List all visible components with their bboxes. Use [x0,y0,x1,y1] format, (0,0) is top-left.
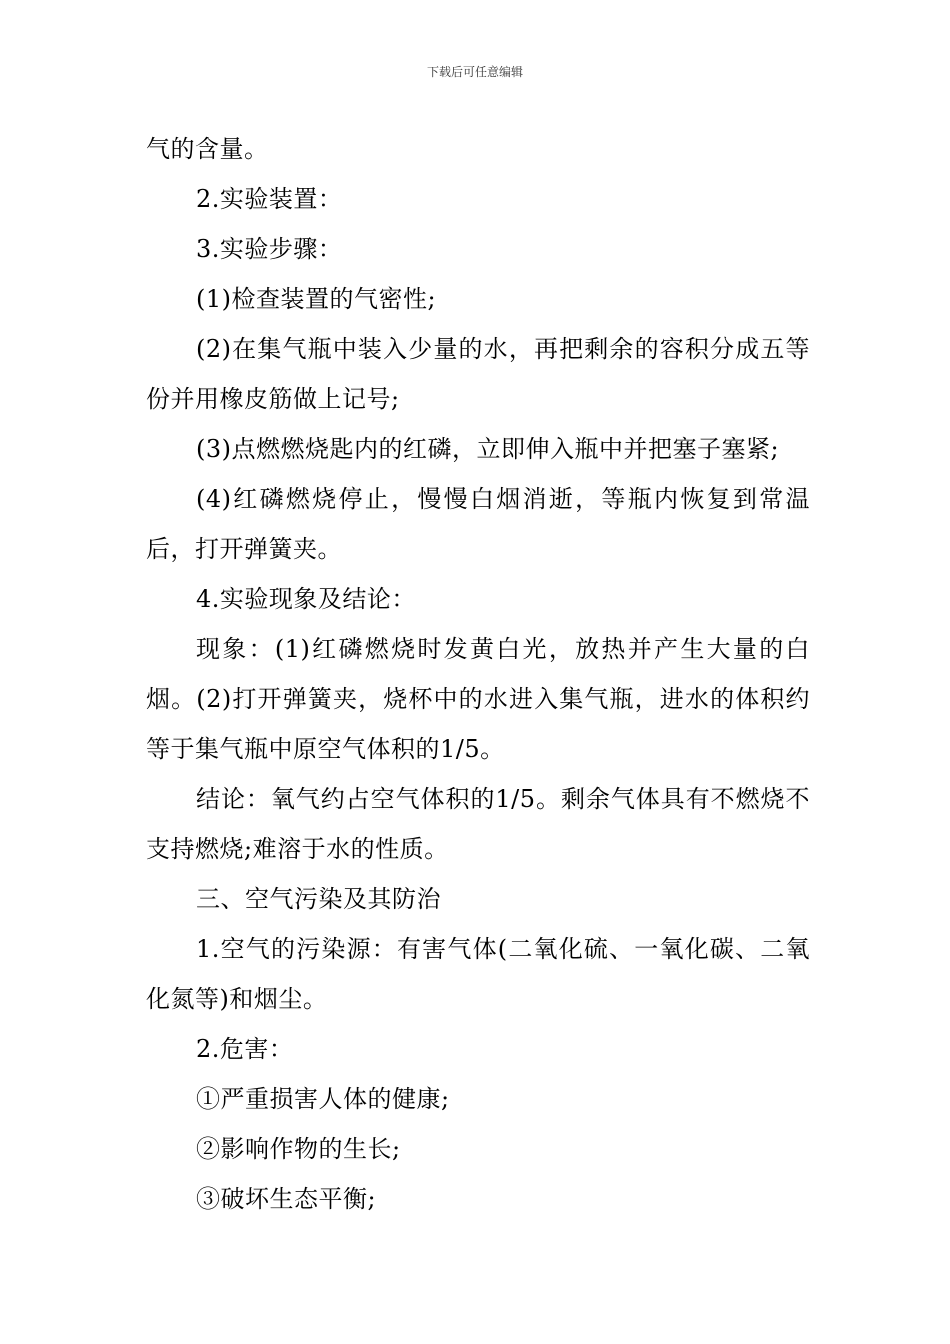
paragraph-9: 现象：(1)红磷燃烧时发黄白光，放热并产生大量的白烟。(2)打开弹簧夹，烧杯中的水进入集气瓶，进水的体积约等于集气瓶中原空气体积的1/5。 [146,635,810,763]
paragraph-16: ③破坏生态平衡; [196,1185,377,1213]
paragraph-1: 气的含量。 [146,135,269,163]
paragraph-14: ①严重损害人体的健康; [196,1085,450,1113]
paragraph-8: 4.实验现象及结论： [196,585,416,613]
paragraph-15: ②影响作物的生长; [196,1135,401,1163]
paragraph-10: 结论：氧气约占空气体积的1/5。剩余气体具有不燃烧不支持燃烧;难溶于水的性质。 [146,785,810,863]
paragraph-13: 2.危害： [196,1035,294,1063]
paragraph-6: (3)点燃燃烧匙内的红磷，立即伸入瓶中并把塞子塞紧; [196,435,780,463]
paragraph-11: 三、空气污染及其防治 [196,885,441,913]
document-body [146,124,810,1224]
paragraph-2: 2.实验装置： [196,185,343,213]
paragraph-5: (2)在集气瓶中装入少量的水，再把剩余的容积分成五等份并用橡皮筋做上记号; [146,335,810,413]
paragraph-12: 1.空气的污染源：有害气体(二氧化硫、一氧化碳、二氧化氮等)和烟尘。 [146,935,810,1013]
header-note: 下载后可任意编辑 [426,65,523,79]
paragraph-3: 3.实验步骤： [196,235,343,263]
paragraph-7: (4)红磷燃烧停止，慢慢白烟消逝，等瓶内恢复到常温后，打开弹簧夹。 [146,485,810,563]
paragraph-4: (1)检查装置的气密性; [196,285,437,313]
